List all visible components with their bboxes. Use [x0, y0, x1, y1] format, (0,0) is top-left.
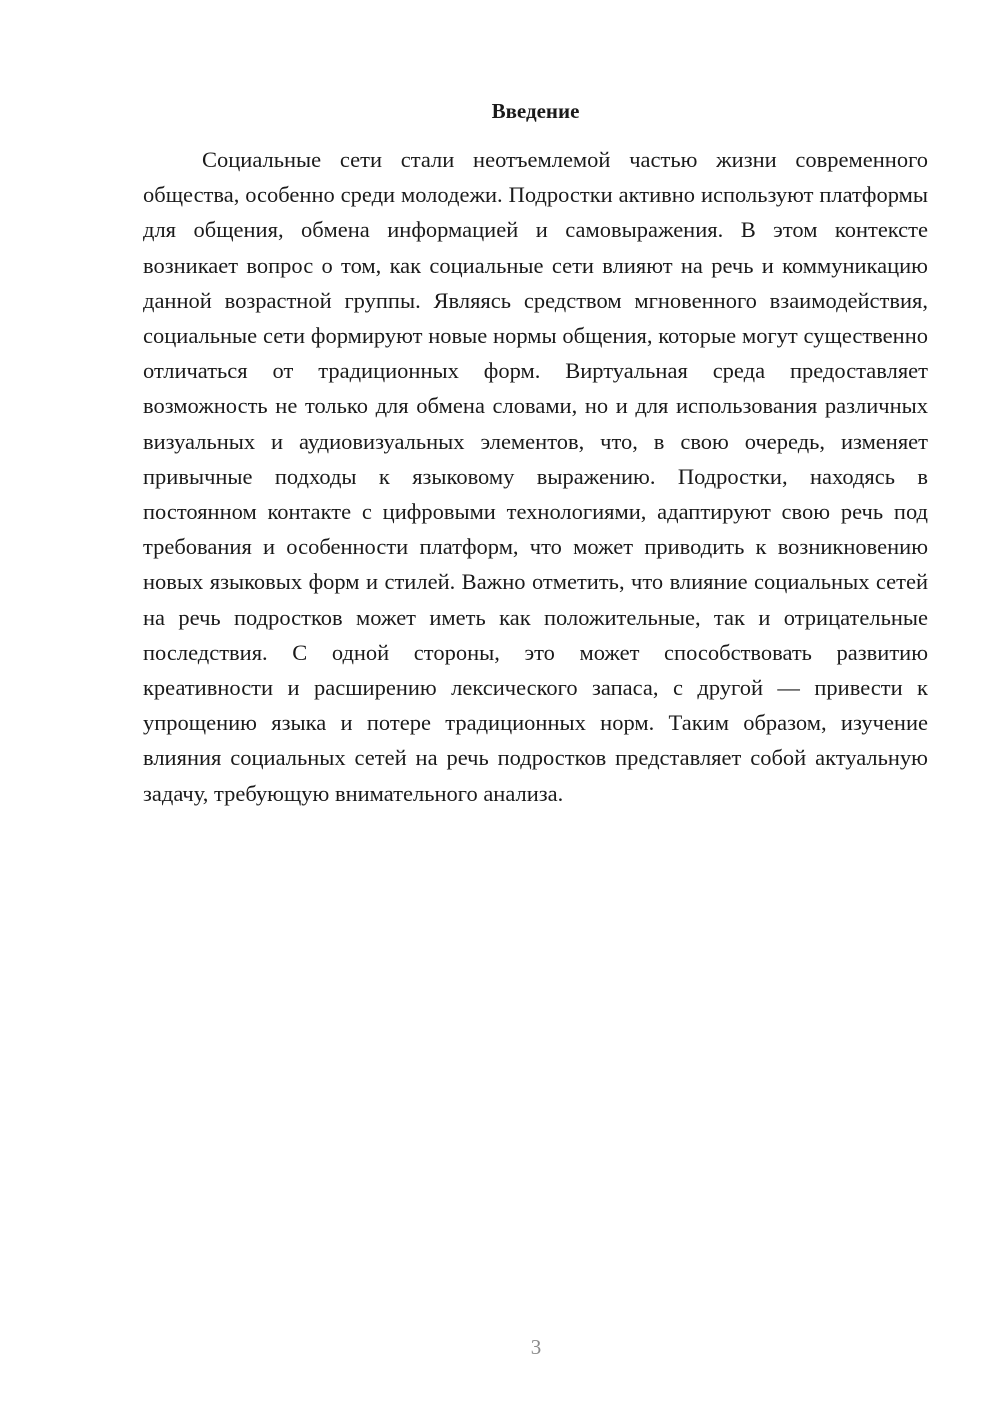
section-heading: Введение [491, 99, 580, 123]
page-number: 3 [530, 1335, 542, 1359]
body-paragraph: Социальные сети стали неотъемлемой частью жизни современного общества, особенно среди молодежи. Подростки активно используют платформы для общения, обмена информацией и самовыражения. В этом контексте возникает вопрос о том, как социальные сети влияют на речь и коммуникацию данной возрастной группы. Являясь средством мгновенного взаимодействия, социальные сети формируют новые нормы общения, которые могут существенно отличаться от традиционных форм. Виртуальная среда предоставляет возможность не только для обмена словами, но и для использования различных визуальных и аудиовизуальных элементов, что, в свою очередь, изменяет привычные подходы к языковому выражению. Подростки, находясь в постоянном контакте с цифровыми технологиями, адаптируют свою речь под требования и особенности платформ, что может приводить к возникновению новых языковых форм и стилей. Важно отметить, что влияние социальных сетей на речь подростков может иметь как положительные, так и отрицательные последствия. С одной стороны, это может способствовать развитию креативности и расширению лексического запаса, с другой — привести к упрощению языка и потере традиционных норм. Таким образом, изучение влияния социальных сетей на речь подростков представляет собой актуальную задачу, требующую внимательного анализа. [143, 147, 928, 806]
